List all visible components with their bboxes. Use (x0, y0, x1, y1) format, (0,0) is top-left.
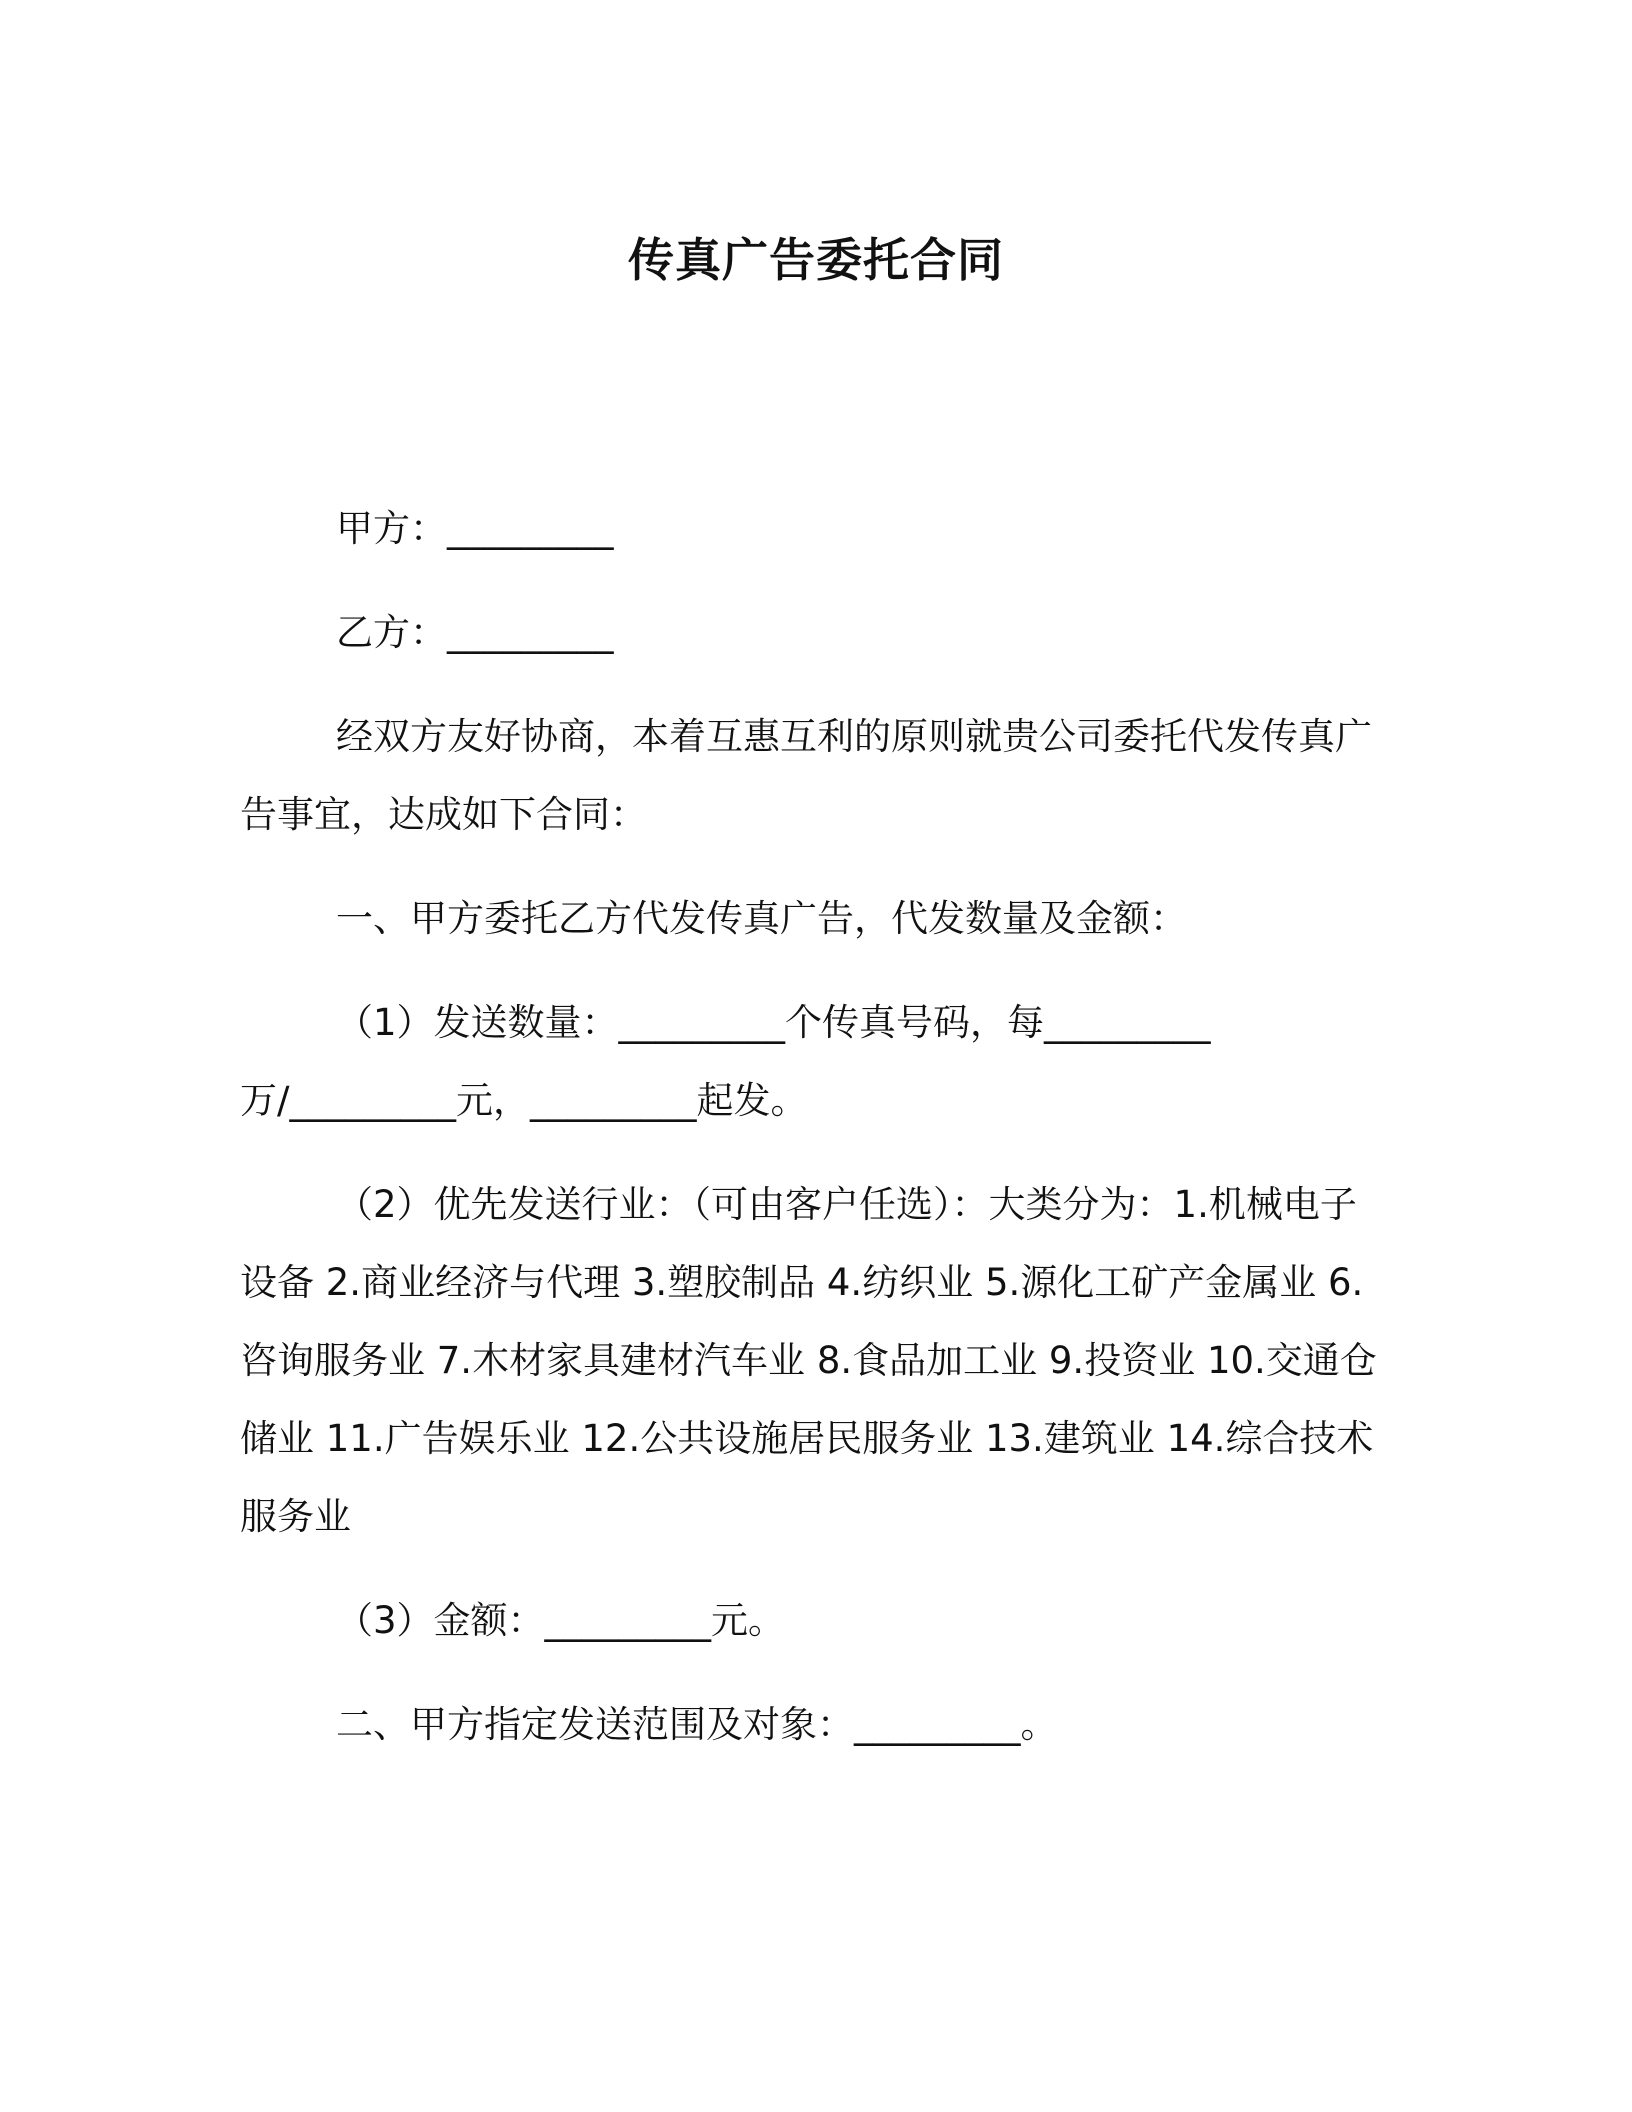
intro-paragraph: 经双方友好协商，本着互惠互利的原则就贵公司委托代发传真广告事宜，达成如下合同： (240, 715, 1372, 836)
party-b-line: 乙方：_________ (336, 611, 614, 654)
document-title: 传真广告委托合同 (628, 233, 1004, 287)
clause-2-scope: 二、甲方指定发送范围及对象：_________。 (336, 1703, 1058, 1746)
item-3-amount: （3）金额：_________元。 (336, 1599, 786, 1642)
clause-1-heading: 一、甲方委托乙方代发传真广告，代发数量及金额： (336, 897, 1187, 940)
item-1-quantity: （1）发送数量：_________个传真号码，每_________万/_________元，_________起发。 (240, 1001, 1211, 1122)
document-body (240, 490, 1390, 1790)
item-2-industries: （2）优先发送行业：（可由客户任选）：大类分为：1.机械电子设备 2.商业经济与代理 3.塑胶制品 4.纺织业 5.源化工矿产金属业 6.咨询服务业 7.木材家具建材汽车业 8.食品加工业 9.投资业 10.交通仓储业 11.广告娱乐业 12.公共设施居民服务业 13.建筑业 14.综合技术服务业 (240, 1183, 1377, 1538)
party-a-line: 甲方：_________ (336, 507, 614, 550)
